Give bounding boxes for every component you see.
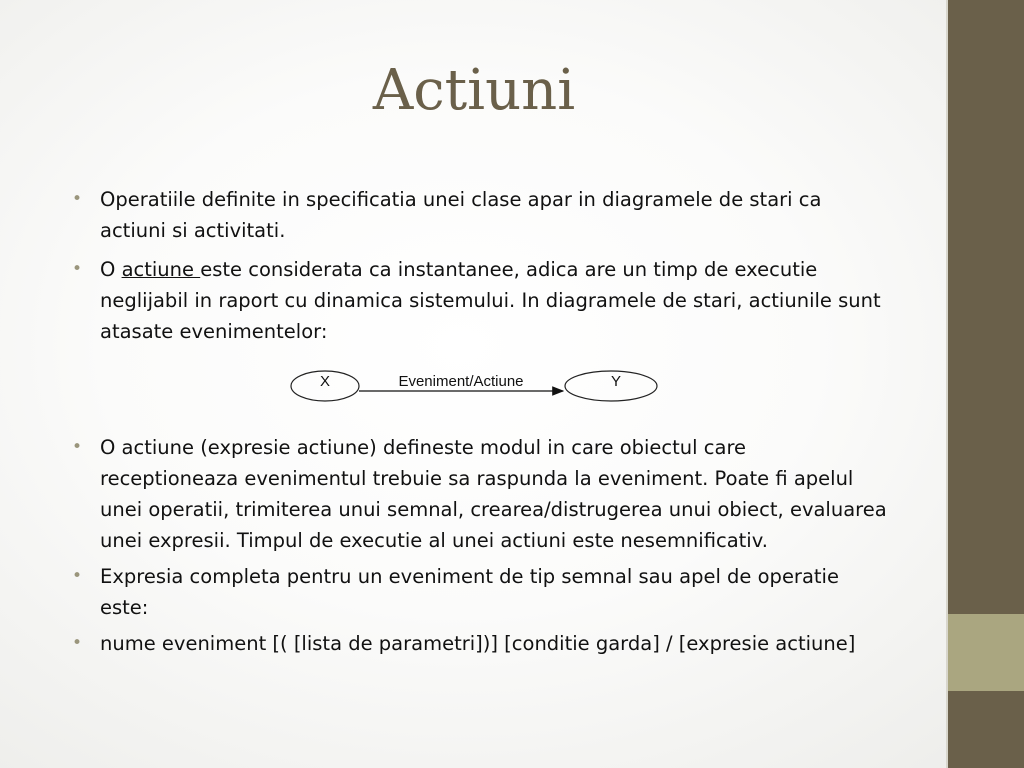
bullet-icon: • xyxy=(72,189,83,209)
bullet-item xyxy=(72,561,887,623)
bullet-text: nume eveniment [( [lista de parametri])] [conditie garda] / [expresie actiune] xyxy=(100,632,856,655)
bullet-icon: • xyxy=(72,437,83,457)
bullet-icon: • xyxy=(72,259,83,279)
bullet-item xyxy=(72,254,887,347)
sidebar-accent-block xyxy=(948,614,1024,691)
bullet-text: Expresia completa pentru un eveniment de tip semnal sau apel de operatie este: xyxy=(100,565,839,619)
bullet-icon: • xyxy=(72,633,83,653)
state-transition-diagram xyxy=(285,364,665,408)
underlined-term: actiune xyxy=(121,258,201,281)
bullet-list xyxy=(72,184,887,664)
slide-title: Actiuni xyxy=(372,58,576,123)
bullet-icon: • xyxy=(72,566,83,586)
bullet-item xyxy=(72,432,887,556)
bullet-item xyxy=(72,184,887,246)
state-x-label: X xyxy=(319,373,331,390)
bullet-text: este considerata ca instantanee, adica are un timp de executie neglijabil in raport cu dinamica sistemului. In diagramele de stari, actiunile sunt atasate evenimentelor: xyxy=(100,258,881,343)
state-y-label: Y xyxy=(610,373,622,390)
transition-label: Eveniment/Actiune xyxy=(398,373,524,390)
bullet-item xyxy=(72,628,887,659)
bullet-text: O actiune (expresie actiune) defineste modul in care obiectul care receptioneaza evenimentul trebuie sa raspunda la eveniment. Poate fi apelul unei operatii, trimiterea unui semnal, crearea/distrugerea unui obiect, evaluarea unei expresii. Timpul de executie al unei actiuni este nesemnificativ. xyxy=(100,436,887,552)
bullet-text: Operatiile definite in specificatia unei clase apar in diagramele de stari ca actiuni si activitati. xyxy=(100,188,822,242)
bullet-text-prefix: O xyxy=(100,258,122,281)
